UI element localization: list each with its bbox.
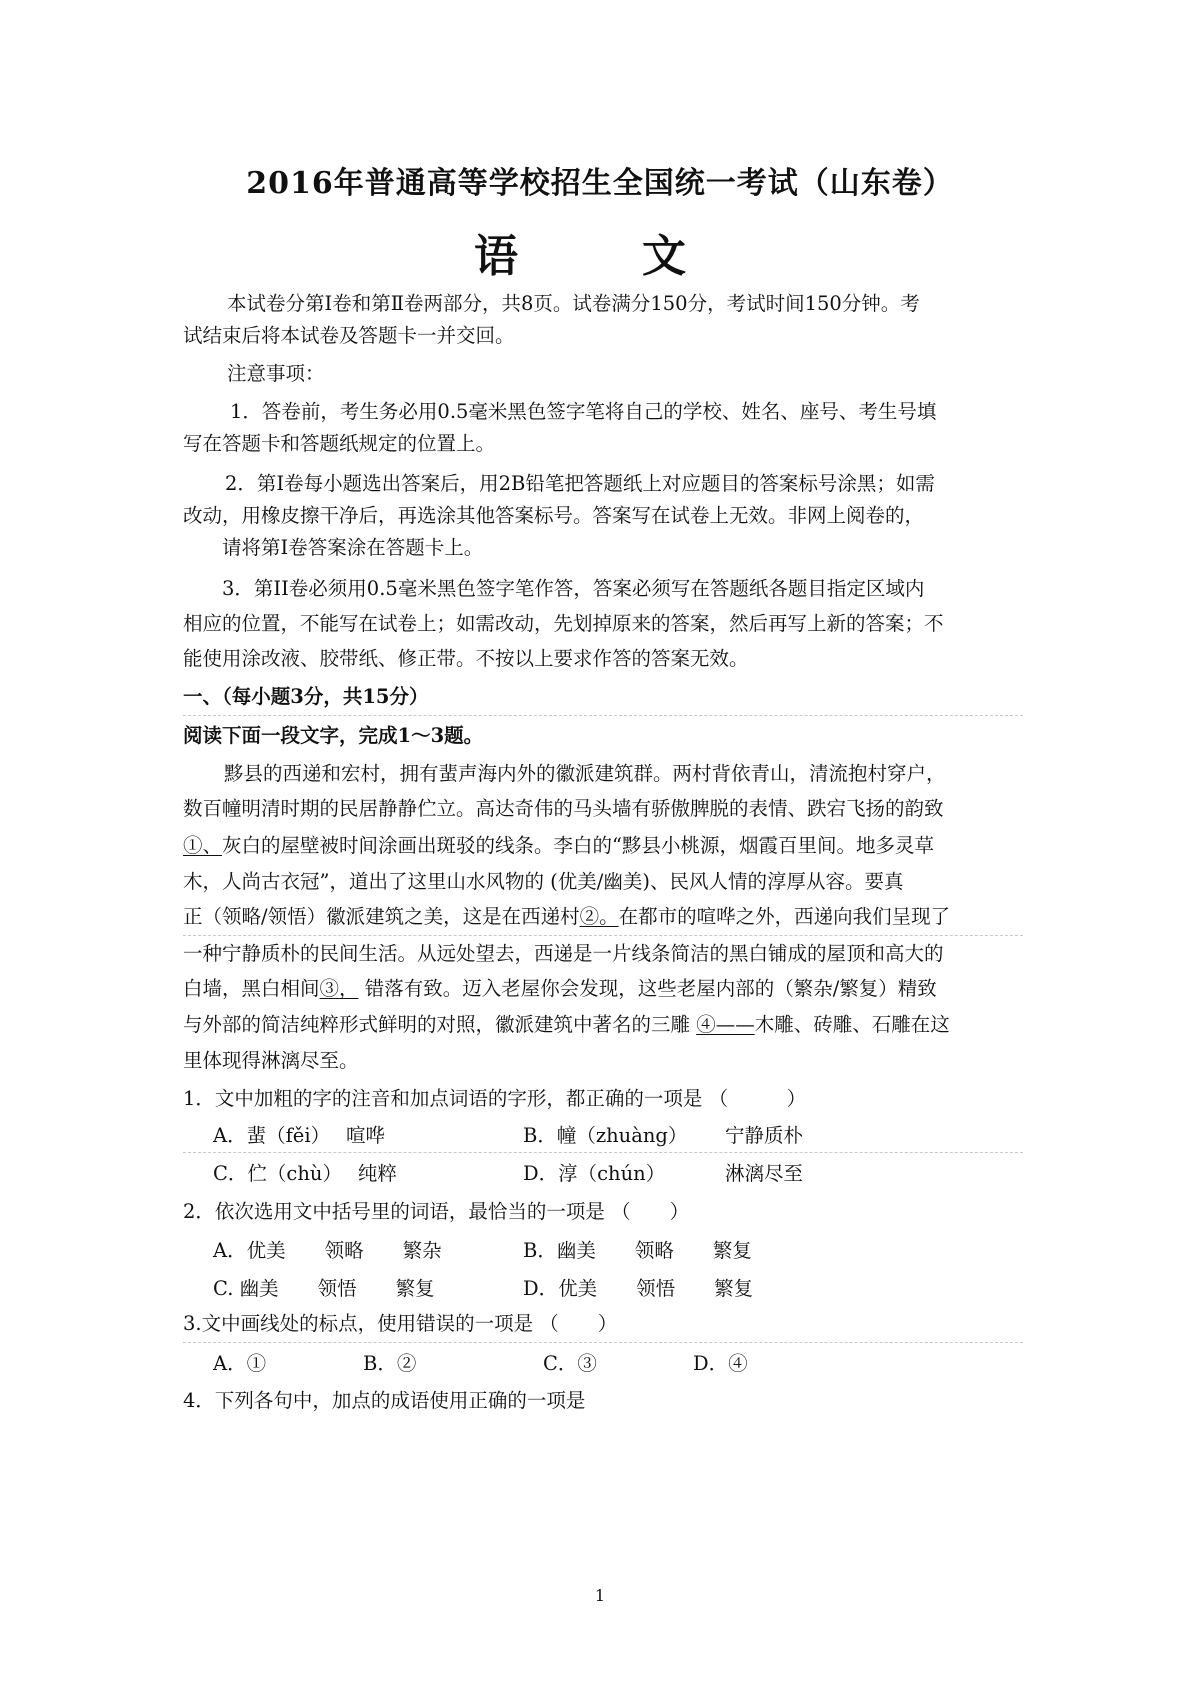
section-1-heading: 一、（每小题3分，共15分） [183,685,429,708]
q1-option-d: D．淳（chún） [523,1162,666,1185]
passage-line-5-pre: 正（领略/领悟）徽派建筑之美，这是在西递村 [183,905,580,928]
q3-option-b: B．② [363,1352,417,1375]
passage-line-7 [183,975,1023,1003]
passage-line-8-pre: 与外部的简洁纯粹形式鲜明的对照，徽派建筑中著名的三雕 [183,1013,697,1036]
punctuation-mark-1: ①、 [183,834,223,857]
passage-line-3 [183,832,1023,860]
question-1: 1．文中加粗的字的注音和加点词语的字形，都正确的一项是 （ ） [183,1087,807,1110]
question-2: 2．依次选用文中括号里的词语，最恰当的一项是 （ ） [183,1200,690,1223]
passage-line-5 [183,903,1023,931]
passage-line-7-post: 错落有致。迈入老屋你会发现，这些老屋内部的（繁杂/繁复）精致 [358,977,937,1000]
notice-2-line-2: 改动，用橡皮擦干净后，再选涂其他答案标号。答案写在试卷上无效。非网上阅卷的， [183,504,925,527]
notice-2-line-3: 请将第Ⅰ卷答案涂在答题卡上。 [222,536,484,559]
dashed-divider [183,1152,1023,1153]
passage-line-2: 数百幢明清时期的民居静静伫立。高达奇伟的马头墙有骄傲脾脱的表情、跌宕飞扬的韵致 [183,797,944,820]
q3-option-d: D．④ [693,1352,748,1375]
q2-option-d: D．优美 领悟 繁复 [523,1277,754,1300]
passage-line-8-post: 木雕、砖雕、石雕在这 [754,1013,950,1036]
notice-1-line-1: 1．答卷前，考生务必用0.5毫米黑色签字笔将自己的学校、姓名、座号、考生号填 [230,400,937,423]
q1-option-b-word: 宁静质朴 [725,1124,804,1147]
punctuation-mark-3: ③， [319,977,359,1000]
passage-line-3-text: 灰白的屋壁被时间涂画出斑驳的线条。李白的“黟县小桃源，烟霞百里间。地多灵草 [222,834,934,857]
passage-line-9: 里体现得淋漓尽至。 [183,1049,359,1072]
notice-2-line-1: 2．第Ⅰ卷每小题选出答案后，用2B铅笔把答题纸上对应题目的答案标号涂黑；如需 [225,472,935,495]
notice-1-line-2: 写在答题卡和答题纸规定的位置上。 [183,432,496,455]
q1-option-d-word: 淋漓尽至 [725,1162,804,1185]
notice-3-line-1: 3．第II卷必须用0.5毫米黑色签字笔作答，答案必须写在答题纸各题目指定区域内 [222,577,925,600]
section-1-instruction: 阅读下面一段文字，完成1～3题。 [183,724,484,747]
question-3: 3.文中画线处的标点，使用错误的一项是 （ ） [183,1312,618,1335]
q3-option-a: A．① [213,1352,267,1375]
notice-heading: 注意事项： [227,362,325,385]
punctuation-mark-4: ④—— [696,1013,755,1036]
notice-3-line-2: 相应的位置，不能写在试卷上；如需改动，先划掉原来的答案，然后再写上新的答案；不 [183,612,944,635]
dashed-divider [183,715,1023,716]
page-number: 1 [594,1586,606,1605]
passage-line-1: 黟县的西递和宏村，拥有蜚声海内外的徽派建筑群。两村背依青山，清流抱村穿户， [224,762,946,785]
passage-line-5-post: 在都市的喧哗之外，西递向我们呈现了 [618,905,951,928]
exam-title: 2016年普通高等学校招生全国统一考试（山东卷） [246,166,954,201]
punctuation-mark-2: ②。 [579,905,619,928]
subject-title: 语 文 [474,231,726,282]
passage-line-4: 木，人尚古衣冠”，道出了这里山水风物的 (优美/幽美)、民风人情的淳厚从容。要真 [183,870,904,893]
dashed-divider [183,1342,1023,1343]
passage-line-6: 一种宁静质朴的民间生活。从远处望去，西递是一片线条简洁的黑白铺成的屋顶和高大的 [183,942,944,965]
q2-option-c: C. 幽美 领悟 繁复 [213,1277,435,1300]
q3-option-c: C．③ [543,1352,597,1375]
passage-line-7-pre: 白墙，黑白相间 [183,977,320,1000]
q2-option-b: B．幽美 领略 繁复 [523,1239,752,1262]
intro-line-2: 试结束后将本试卷及答题卡一并交回。 [183,324,515,347]
question-4: 4．下列各句中，加点的成语使用正确的一项是 [183,1389,586,1412]
passage-line-8 [183,1011,1023,1039]
q1-option-c: C．伫（chù） 纯粹 [213,1162,397,1185]
q2-option-a: A．优美 领略 繁杂 [213,1239,442,1262]
notice-3-line-3: 能使用涂改液、胶带纸、修正带。不按以上要求作答的答案无效。 [183,647,749,670]
dashed-divider [183,935,1023,936]
q1-option-a: A．蜚（fěi） 喧哗 [213,1124,386,1147]
q1-option-b: B．幢（zhuàng） [523,1124,688,1147]
intro-line-1: 本试卷分第Ⅰ卷和第Ⅱ卷两部分，共8页。试卷满分150分，考试时间150分钟。考 [227,292,920,315]
